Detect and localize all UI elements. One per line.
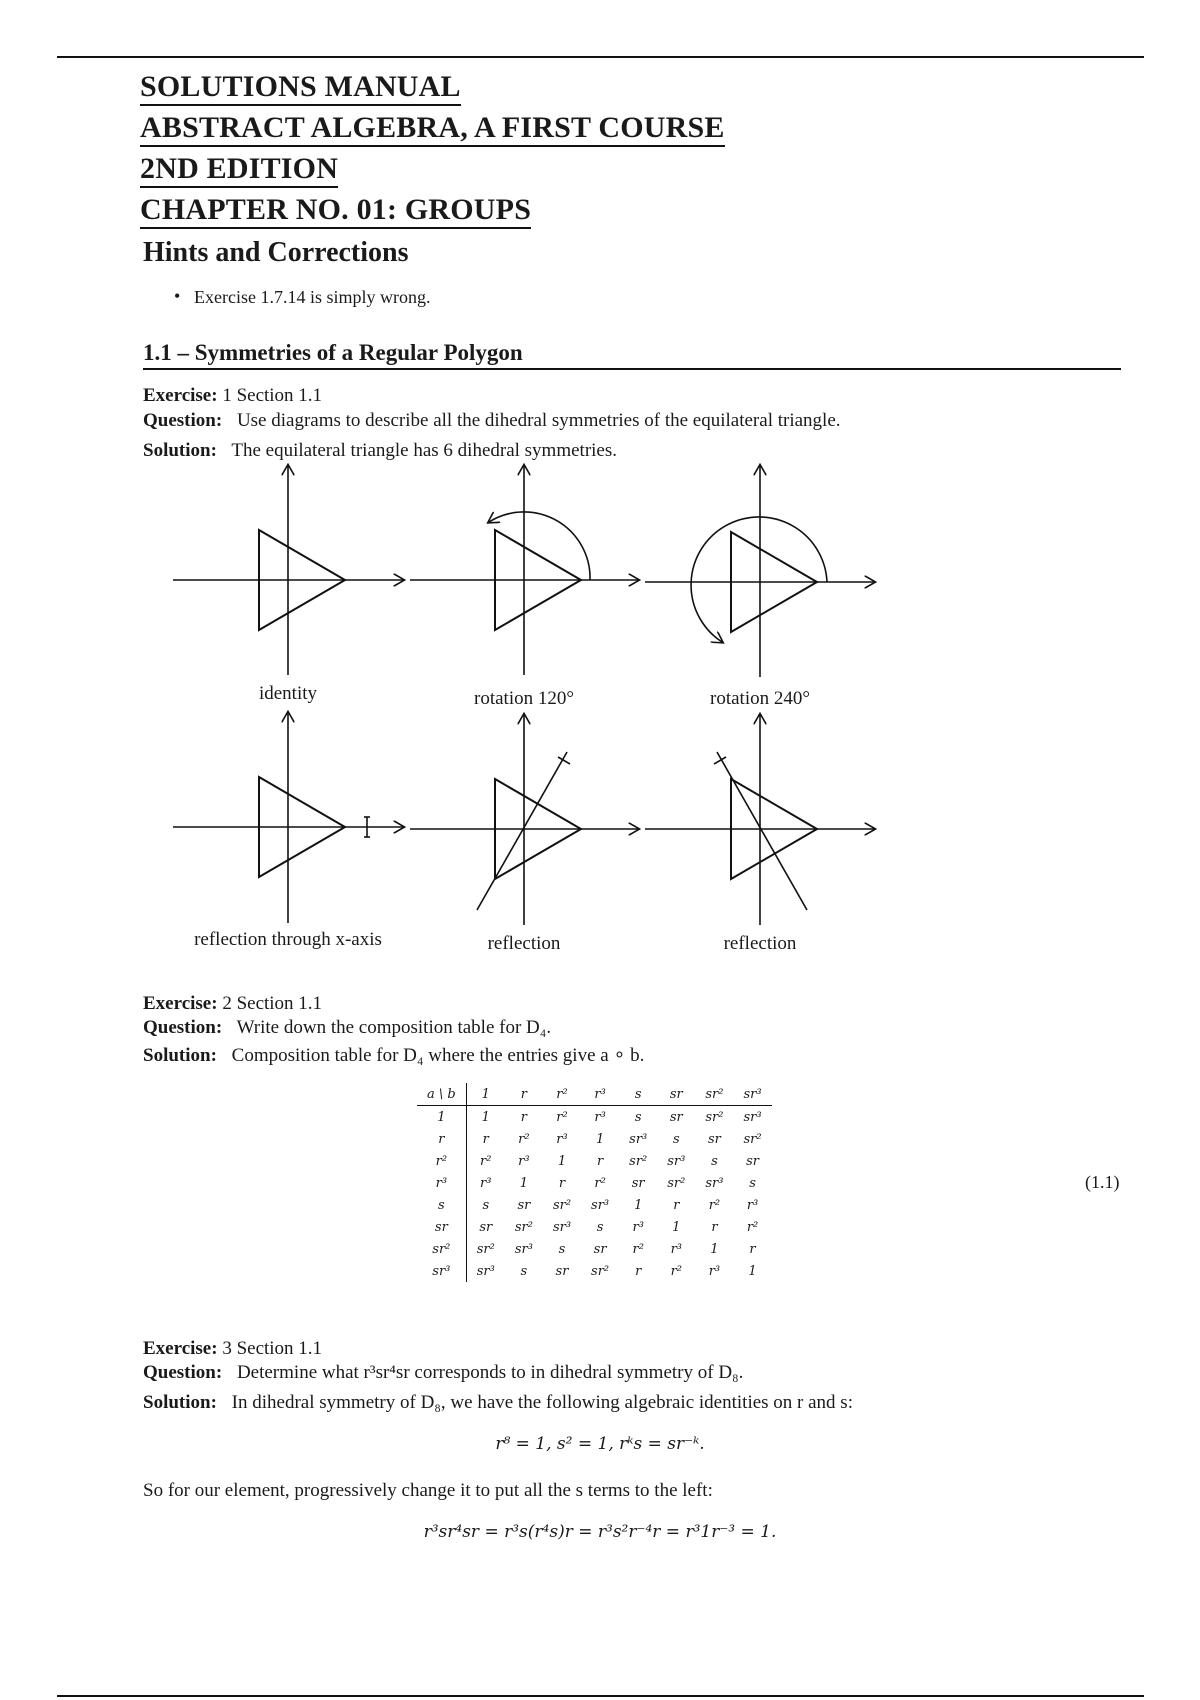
- table-cell: r²: [746, 1219, 759, 1235]
- table-cell: sr²: [705, 1109, 724, 1125]
- table-cell: sr²: [591, 1263, 610, 1279]
- table-cell: sr²: [629, 1153, 648, 1169]
- table-cell: r²: [594, 1175, 606, 1191]
- table-cell: sr: [555, 1263, 569, 1279]
- followup-text: So for our element, progressively change it to put all the s terms to the left:: [143, 1480, 713, 1501]
- table-cell: sr³: [514, 1241, 533, 1257]
- caption-rotation-120: rotation 120°: [474, 688, 574, 709]
- caption-reflection-2: reflection: [723, 933, 797, 954]
- caption-identity: identity: [258, 683, 318, 704]
- section-heading: 1.1 – Symmetries of a Regular Polygon: [143, 340, 1121, 370]
- table-cell: sr³: [705, 1175, 724, 1191]
- diagram-rotation-240: [645, 466, 874, 677]
- table-cell: sr²: [743, 1131, 762, 1147]
- row-header: s: [417, 1194, 466, 1216]
- title-line-4: CHAPTER NO. 01: GROUPS: [140, 193, 531, 229]
- column-header: r: [505, 1083, 543, 1106]
- table-row: [417, 1106, 772, 1129]
- table-corner: a \ b: [417, 1083, 466, 1106]
- row-header: r: [417, 1128, 466, 1150]
- table-cell: 1: [595, 1131, 605, 1147]
- row-header: sr: [417, 1216, 466, 1238]
- exercise-label: Exercise:: [143, 1338, 218, 1359]
- exercise-3-line: [143, 1338, 322, 1360]
- solution-text: The equilateral triangle has 6 dihedral symmetries.: [231, 440, 618, 461]
- question-2-line: [143, 1017, 551, 1039]
- solution-label: Solution:: [143, 1392, 217, 1413]
- derivation-equation: r³sr⁴sr = r³s(r⁴s)r = r³s²r⁻⁴r = r³1r⁻³ = 1.: [423, 1522, 777, 1542]
- question-text: Write down the composition table for D₄.: [236, 1017, 552, 1038]
- table-cell: s: [672, 1131, 680, 1147]
- table-row: [417, 1260, 772, 1282]
- row-header: sr²: [417, 1238, 466, 1260]
- table-cell: r³: [708, 1263, 721, 1279]
- table-cell: sr³: [591, 1197, 610, 1213]
- table-cell: sr³: [743, 1109, 762, 1125]
- table-cell: sr: [707, 1131, 721, 1147]
- hints-heading: Hints and Corrections: [143, 237, 409, 268]
- column-header: sr: [657, 1083, 695, 1106]
- row-header: sr³: [417, 1260, 466, 1282]
- table-cell: s: [558, 1241, 566, 1257]
- exercise-number: 3 Section 1.1: [222, 1338, 323, 1359]
- table-cell: r³: [594, 1109, 606, 1125]
- table-cell: s: [711, 1153, 718, 1169]
- table-cell: r³: [556, 1131, 568, 1147]
- equation-number: (1.1): [1085, 1172, 1120, 1192]
- table-cell: sr²: [476, 1241, 495, 1257]
- table-cell: r³: [480, 1175, 492, 1191]
- table-cell: 1: [672, 1219, 681, 1235]
- table-cell: 1: [519, 1175, 529, 1191]
- exercise-number: 1 Section 1.1: [222, 385, 323, 406]
- table-cell: s: [634, 1109, 642, 1125]
- table-cell: 1: [634, 1197, 643, 1213]
- table-cell: 1: [481, 1109, 490, 1125]
- table-cell: r²: [556, 1109, 568, 1125]
- solution-text: In dihedral symmetry of D₈, we have the following algebraic identities on r and s:: [231, 1392, 853, 1413]
- table-row: [417, 1128, 772, 1150]
- table-row: [417, 1238, 772, 1260]
- table-cell: r²: [670, 1263, 683, 1279]
- column-header: r²: [543, 1083, 581, 1106]
- table-row: [417, 1216, 772, 1238]
- table-row: [417, 1194, 772, 1216]
- column-header: sr²: [695, 1083, 733, 1106]
- diagram-reflection-1: [410, 715, 638, 925]
- table-cell: 1: [748, 1263, 757, 1279]
- table-cell: r: [520, 1109, 527, 1125]
- question-3-line: [143, 1362, 743, 1384]
- table-cell: sr²: [667, 1175, 686, 1191]
- table-cell: 1: [557, 1153, 567, 1169]
- row-header: r³: [417, 1172, 466, 1194]
- table-cell: sr³: [476, 1263, 495, 1279]
- table-cell: sr³: [629, 1131, 648, 1147]
- caption-reflection-1: reflection: [487, 933, 561, 954]
- table-cell: 1: [710, 1241, 719, 1257]
- exercise-label: Exercise:: [143, 385, 218, 406]
- table-cell: s: [596, 1219, 604, 1235]
- table-cell: r³: [746, 1197, 759, 1213]
- table-row: [417, 1150, 772, 1172]
- solution-label: Solution:: [143, 1045, 217, 1066]
- title-line-1: SOLUTIONS MANUAL: [140, 70, 461, 106]
- column-header: sr³: [733, 1083, 771, 1106]
- question-label: Question:: [143, 410, 223, 431]
- table-cell: r³: [518, 1153, 530, 1169]
- diagram-rotation-120: [410, 466, 638, 675]
- table-cell: sr: [593, 1241, 607, 1257]
- table-cell: r: [635, 1263, 642, 1279]
- table-cell: sr: [631, 1175, 645, 1191]
- bottom-rule: [57, 1695, 1144, 1697]
- table-cell: sr: [669, 1109, 683, 1125]
- table-cell: r: [749, 1241, 756, 1257]
- diagram-reflection-2: [645, 715, 874, 925]
- caption-rotation-240: rotation 240°: [710, 688, 810, 709]
- table-cell: r: [711, 1219, 718, 1235]
- title-line-3: 2ND EDITION: [140, 152, 338, 188]
- table-cell: s: [749, 1175, 756, 1191]
- column-header: r³: [581, 1083, 619, 1106]
- table-cell: sr: [479, 1219, 493, 1235]
- table-cell: r²: [708, 1197, 721, 1213]
- table-cell: sr²: [552, 1197, 572, 1213]
- column-header: s: [619, 1083, 657, 1106]
- diagram-reflection-x-axis: [173, 713, 403, 923]
- solution-text: Composition table for D₄ where the entries give a ∘ b.: [231, 1045, 645, 1066]
- table-header-row: [417, 1083, 772, 1106]
- question-label: Question:: [143, 1017, 223, 1038]
- question-label: Question:: [143, 1362, 223, 1383]
- title-line-2: ABSTRACT ALGEBRA, A FIRST COURSE: [140, 111, 725, 147]
- exercise-2-line: [143, 993, 322, 1015]
- table-cell: r: [558, 1175, 566, 1191]
- table-cell: r²: [632, 1241, 644, 1257]
- table-cell: sr³: [552, 1219, 572, 1235]
- table-cell: r³: [632, 1219, 644, 1235]
- solution-2-line: [143, 1044, 644, 1067]
- row-header: r²: [417, 1150, 466, 1172]
- table-cell: r: [596, 1153, 604, 1169]
- table-cell: r: [673, 1197, 680, 1213]
- table-cell: r²: [480, 1153, 492, 1169]
- question-text: Use diagrams to describe all the dihedral symmetries of the equilateral triangle.: [236, 410, 841, 431]
- table-cell: r³: [670, 1241, 683, 1257]
- composition-table: [417, 1083, 772, 1282]
- table-cell: sr³: [667, 1153, 686, 1169]
- row-header: 1: [417, 1106, 466, 1129]
- hint-text: Exercise 1.7.14 is simply wrong.: [194, 287, 431, 307]
- diagram-identity: [173, 466, 403, 675]
- solution-label: Solution:: [143, 440, 217, 461]
- exercise-label: Exercise:: [143, 993, 218, 1014]
- bullet-icon: •: [174, 286, 181, 306]
- exercise-number: 2 Section 1.1: [222, 993, 323, 1014]
- column-header: 1: [466, 1083, 505, 1106]
- caption-reflection-x-axis: reflection through x-axis: [194, 929, 382, 950]
- table-cell: s: [520, 1263, 528, 1279]
- table-cell: r²: [518, 1131, 530, 1147]
- table-body: [417, 1106, 772, 1283]
- identities-equation: r⁸ = 1, s² = 1, rᵏs = sr⁻ᵏ.: [495, 1434, 705, 1454]
- solution-3-line: [143, 1392, 853, 1414]
- table-row: [417, 1172, 772, 1194]
- table-cell: r: [482, 1131, 489, 1147]
- table-cell: sr²: [514, 1219, 533, 1235]
- table-cell: sr: [517, 1197, 531, 1213]
- table-cell: s: [482, 1197, 490, 1213]
- table-cell: sr: [746, 1153, 759, 1169]
- question-text: Determine what r³sr⁴sr corresponds to in dihedral symmetry of D₈.: [236, 1362, 744, 1383]
